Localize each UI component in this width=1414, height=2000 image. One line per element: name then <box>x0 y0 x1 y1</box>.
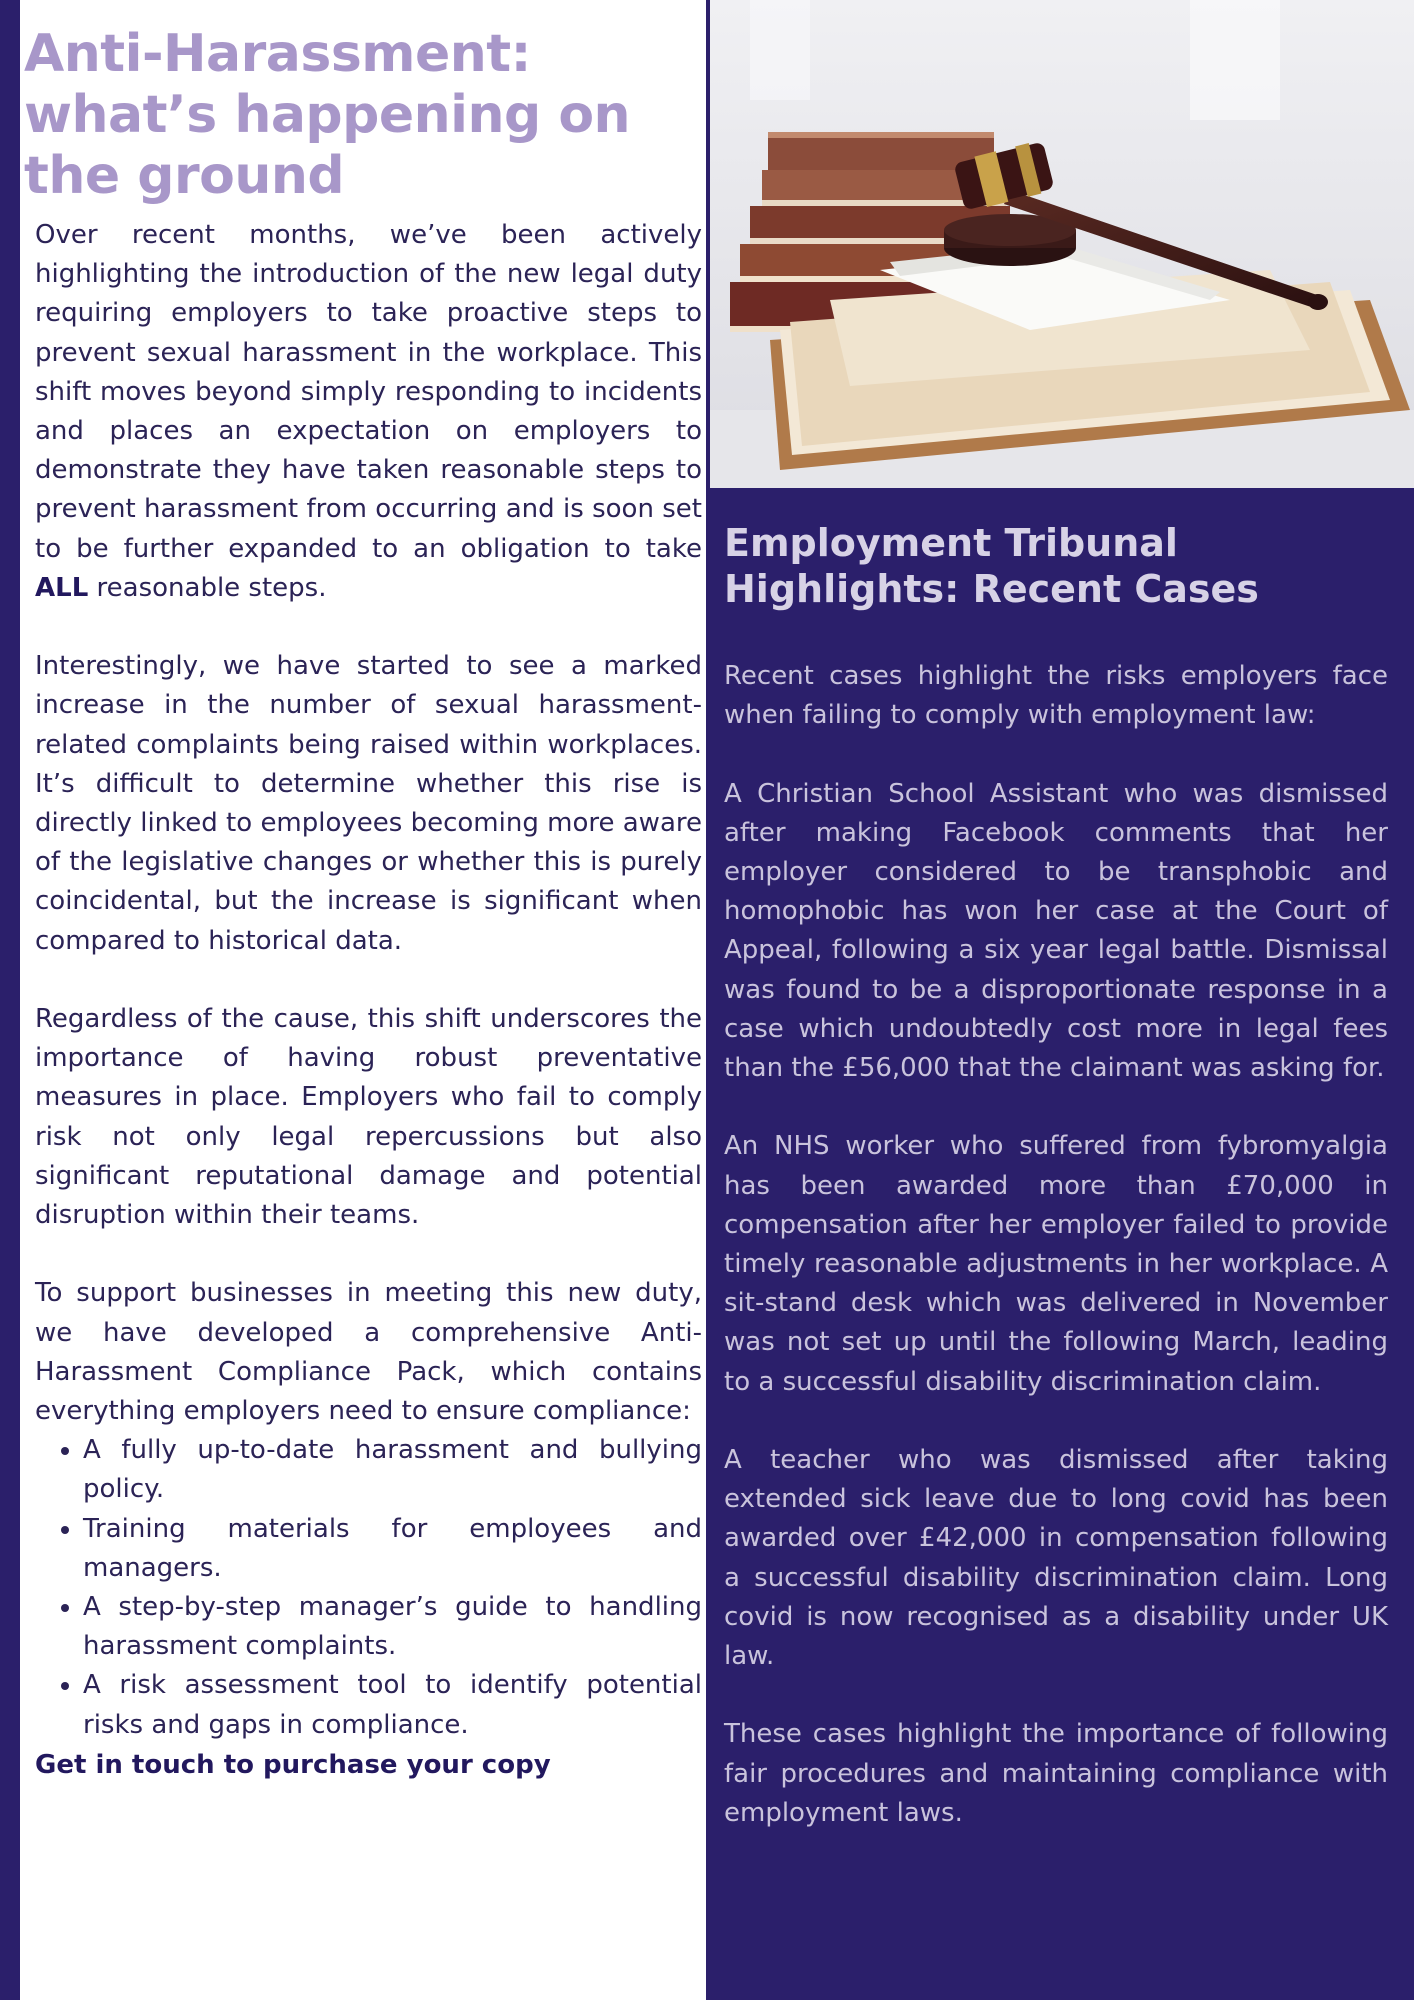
list-item: • Training materials for employees and managers. <box>83 1510 702 1588</box>
cases-conclusion-paragraph: These cases highlight the importance of following fair procedures and maintaining compliance with employment laws. <box>724 1719 1388 1828</box>
purchase-call-to-action: Get in touch to purchase your copy <box>35 1749 551 1780</box>
tribunal-cases-body <box>724 657 1388 1872</box>
complaints-paragraph: Interestingly, we have started to see a marked increase in the number of sexual harassment-related complaints being raised within workplaces. It’s difficult to determine whether this rise is directly linked to employees becoming more aware of the legislative changes or whether this is purely coincidental, but the increase is significant when compared to historical data. <box>35 651 702 956</box>
compliance-pack-paragraph: To support businesses in meeting this new duty, we have developed a comprehensive Anti-Harassment Compliance Pack, which contains everything employers need to ensure compliance: <box>35 1278 702 1427</box>
prevention-paragraph: Regardless of the cause, this shift underscores the importance of having robust preventative measures in place. Employers who fail to comply risk not only legal repercussions but also significant reputational damage and potential disruption within their teams. <box>35 1004 702 1231</box>
intro-paragraph: Over recent months, we’ve been actively highlighting the introduction of the new legal duty requiring employers to take proactive steps to prevent sexual harassment in the workplace. This shift moves beyond simply responding to incidents and places an expectation on employers to demonstrate they have taken reasonable steps to prevent harassment from occurring and is soon set to be further expanded to an obligation to take ALL reasonable steps. <box>35 220 702 603</box>
case-school-assistant: A Christian School Assistant who was dismissed after making Facebook comments that her employer considered to be transphobic and homophobic has won her case at the Court of Appeal, following a six year legal battle. Dismissal was found to be a disproportionate response in a case which undoubtedly cost more in legal fees than the £56,000 that the claimant was asking for. <box>724 778 1388 1084</box>
list-item: • A step-by-step manager’s guide to handling harassment complaints. <box>83 1588 702 1666</box>
gavel-on-books-photo <box>710 0 1414 488</box>
gavel-icon <box>710 0 1414 488</box>
article-body <box>35 216 702 1824</box>
left-border-strip <box>0 0 20 2000</box>
cases-intro-paragraph: Recent cases highlight the risks employers face when failing to comply with employment law: <box>724 661 1388 731</box>
article-title: Anti-Harassment: what’s happening on the ground <box>24 24 631 206</box>
left-column <box>20 0 706 2000</box>
case-teacher-long-covid: A teacher who was dismissed after taking extended sick leave due to long covid has been awarded over £42,000 in compensation following a successful disability discrimination claim. Long covid is now recognised as a disability under UK law. <box>724 1445 1388 1672</box>
list-item: • A fully up-to-date harassment and bullying policy. <box>83 1431 702 1509</box>
compliance-pack-list <box>35 1431 702 1745</box>
tribunal-highlights-title: Employment Tribunal Highlights: Recent Cases <box>724 521 1259 611</box>
emphasis-all: ALL <box>35 572 89 603</box>
right-column <box>710 0 1414 2000</box>
list-item: • A risk assessment tool to identify potential risks and gaps in compliance. <box>83 1666 702 1744</box>
case-nhs-worker: An NHS worker who suffered from fybromyalgia has been awarded more than £70,000 in compensation after her employer failed to provide timely reasonable adjustments in her workplace. A sit-stand desk which was delivered in November was not set up until the following March, leading to a successful disability discrimination claim. <box>724 1131 1388 1397</box>
